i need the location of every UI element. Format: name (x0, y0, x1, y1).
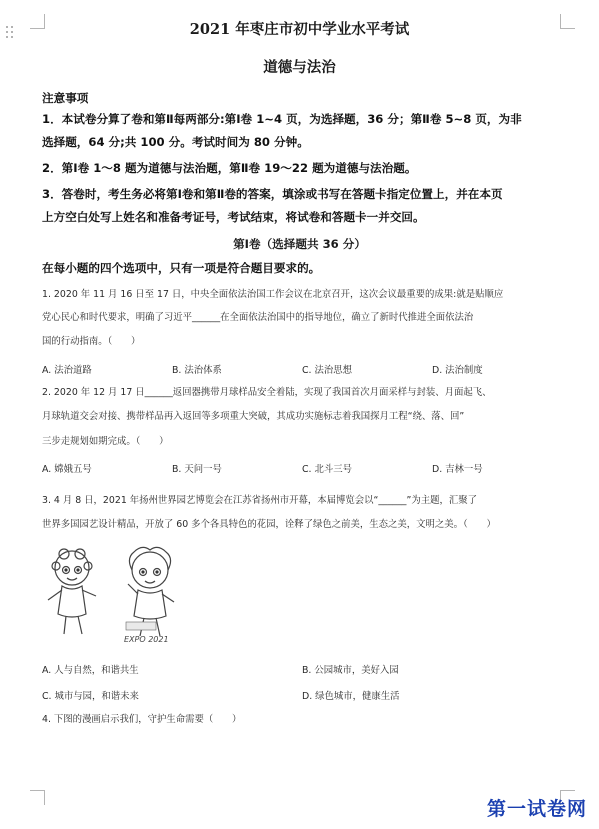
question-3-option-a[interactable]: A. 人与自然，和谐共生 (42, 665, 139, 676)
question-2-option-b[interactable]: B. 天问一号 (172, 464, 222, 475)
crop-mark-bottom-left (30, 790, 45, 805)
mascot-drawing (42, 544, 192, 648)
expo-mascot-illustration (42, 544, 192, 648)
exam-subject: 道德与法治 (263, 59, 336, 76)
question-3-line: 3. 4 月 8 日，2021 年扬州世界园艺博览会在江苏省扬州市开幕，本届博览会以“______”为主题，汇聚了 (42, 495, 477, 506)
question-1-option-b[interactable]: B. 法治体系 (172, 365, 222, 376)
mascot-caption: EXPO 2021 (124, 635, 169, 644)
notice-line: 2．第Ⅰ卷 1～8 题为道德与法治题，第Ⅱ卷 19～22 题为道德与法治题。 (42, 161, 417, 175)
question-1-option-d[interactable]: D. 法治制度 (432, 365, 483, 376)
question-1-line: 1. 2020 年 11 月 16 日至 17 日，中央全面依法治国工作会议在北京召开，这次会议最重要的成果:就是贴顺应 (42, 289, 504, 300)
exam-title: 2021 年枣庄市初中学业水平考试 (189, 21, 410, 38)
site-watermark: 第一试卷网 (486, 798, 587, 820)
question-2-option-a[interactable]: A. 嫦娥五号 (42, 464, 92, 475)
notice-line: 3．答卷时，考生务必将第Ⅰ卷和第Ⅱ卷的答案，填涂或书写在答题卡指定位置上，并在本页 (42, 187, 503, 201)
notice-heading: 注意事项 (42, 91, 89, 105)
question-1-line: 党心民心和时代要求，明确了习近平______在全面依法治国中的指导地位，确立了新时代推进全面依法治 (42, 312, 474, 323)
question-4-line: 4. 下图的漫画启示我们，守护生命需要（ ） (42, 714, 242, 725)
question-1-option-c[interactable]: C. 法治思想 (302, 365, 353, 376)
question-2-line: 三步走规划如期完成。（ ） (42, 436, 169, 447)
question-2-option-d[interactable]: D. 吉林一号 (432, 464, 483, 475)
notice-line: 1．本试卷分算了卷和第Ⅱ每两部分:第Ⅰ卷 1~4 页，为选择题，36 分；第Ⅱ卷 5~8 页，为非 (42, 112, 522, 126)
section-title: 第Ⅰ卷（选择题共 36 分） (233, 237, 366, 251)
notice-line: 上方空白处写上姓名和准备考证号，考试结束，将试卷和答题卡一并交回。 (42, 210, 425, 224)
question-3-option-d[interactable]: D. 绿色城市，健康生活 (302, 691, 400, 702)
question-1-option-a[interactable]: A. 法治道路 (42, 365, 92, 376)
notice-line: 选择题，64 分;共 100 分。考试时间为 80 分钟。 (42, 135, 309, 149)
question-2-line: 2. 2020 年 12 月 17 日______返回器携带月球样品安全着陆，实现了我国首次月面采样与封装、月面起飞、 (42, 387, 492, 398)
section-instruction: 在每小题的四个选项中，只有一项是符合题目要求的。 (42, 261, 321, 275)
question-1-line: 国的行动指南。（ ） (42, 336, 141, 347)
question-3-option-b[interactable]: B. 公园城市，美好入园 (302, 665, 399, 676)
question-3-line: 世界多国园艺设计精品，开放了 60 多个各具特色的花园，诠释了绿色之前美，生态之美，文明之美。（ ） (42, 519, 496, 530)
question-2-option-c[interactable]: C. 北斗三号 (302, 464, 353, 475)
question-2-line: 月球轨道交会对接、携带样品再入返回等多项重大突破，其成功实施标志着我国探月工程“绕、落、回” (42, 411, 465, 422)
question-3-option-c[interactable]: C. 城市与园，和谐未来 (42, 691, 139, 702)
